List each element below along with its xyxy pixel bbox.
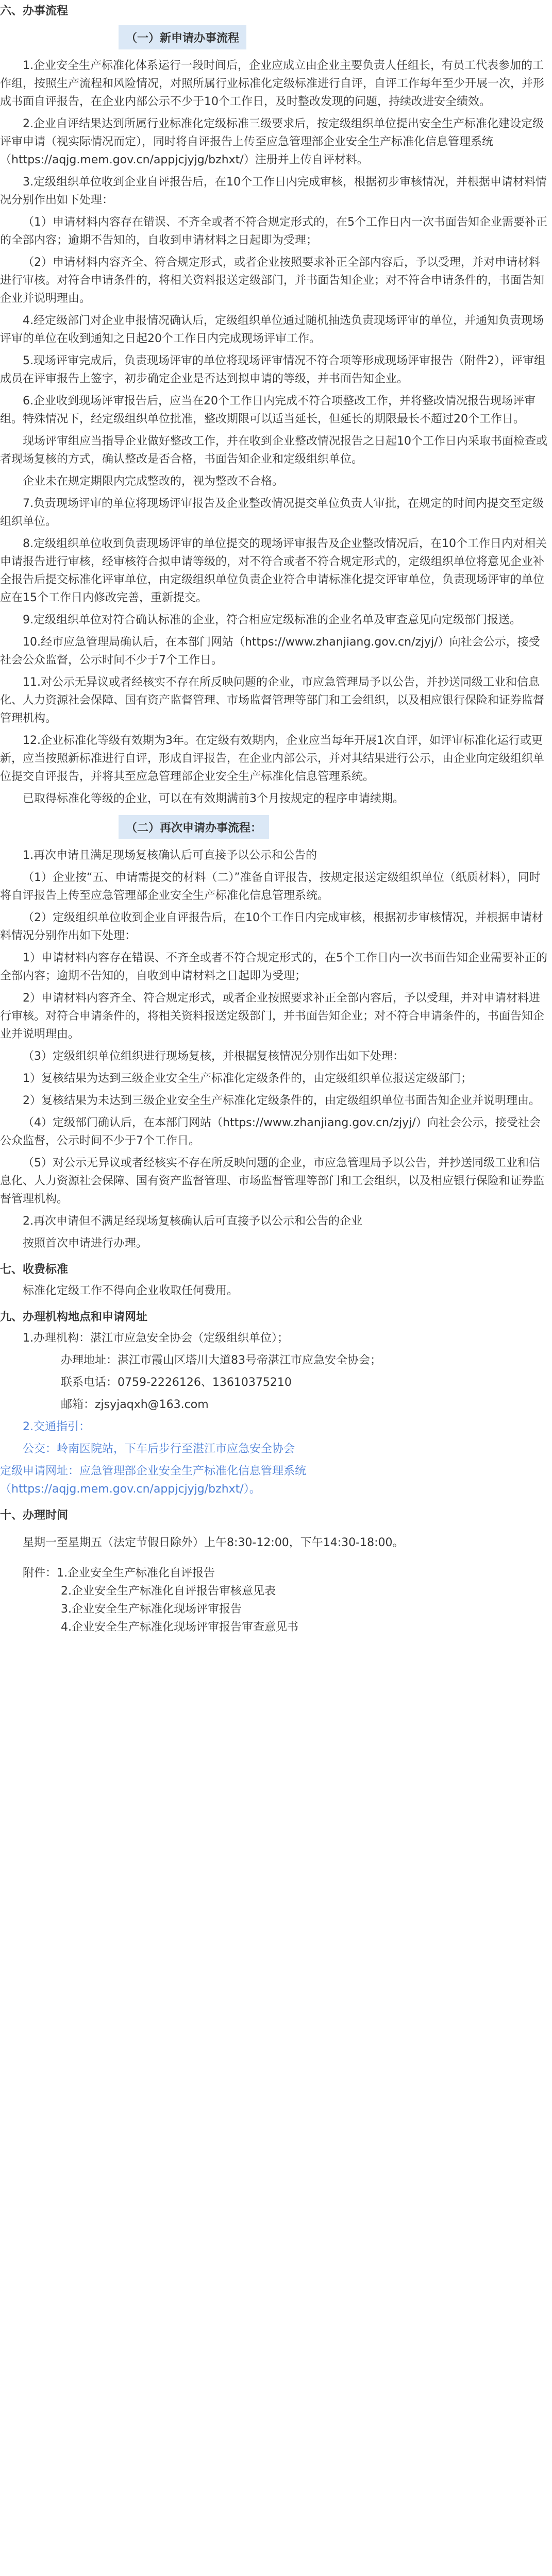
step-10: 10.经市应急管理局确认后，在本部门网站（https://www.zhanjiang.gov.cn/zjyj/）向社会公示，接受社会公众监督，公示时间不少于7个工作日。 <box>0 636 540 667</box>
reapply-1-2-a: 1）申请材料内容存在错误、不齐全或者不符合规定形式的，在5个工作日内一次书面告知企业需要补正的全部内容；逾期不告知的，自收到申请材料之日起即为受理； <box>0 952 547 982</box>
section-title-process: 六、办事流程 <box>0 5 69 18</box>
transport-text: 公交：岭南医院站，下车后步行至湛江市应急安全协会 <box>23 1443 295 1455</box>
sub-title-new-row <box>0 25 550 49</box>
office-hours: 星期一至星期五（法定节假日除外）上午8:30-12:00，下午14:30-18:00。 <box>23 1536 404 1549</box>
office-info <box>0 1329 550 1498</box>
document-page <box>0 2 552 1636</box>
office-email: 邮箱：zjsyjaqxh@163.com <box>61 1398 209 1411</box>
step-12: 12.企业标准化等级有效期为3年。在定级有效期内，企业应当每年开展1次自评，如评审标准化运行或更新，应当按照新标准进行自评，形成自评报告，在企业内部公示，并对其结果进行公示，由企业向定级组织单位提交自评报告，并将其至应急管理部企业安全生产标准化信息管理系统。 <box>0 734 545 783</box>
reapply-1-1: （1）企业按“五、申请需提交的材料（二）”准备自评报告，按规定报送定级组织单位（纸质材料），同时将自评报告上传至应急管理部企业安全生产标准化信息管理系统。 <box>0 871 541 902</box>
step-3-item-1: （1）申请材料内容存在错误、不齐全或者不符合规定形式的，在5个工作日内一次书面告知企业需要补正的全部内容；逾期不告知的，自收到申请材料之日起即为受理； <box>0 216 547 247</box>
sub-title-new-application: （一）新申请办事流程 <box>119 25 246 49</box>
new-application-steps <box>0 57 550 808</box>
attachment-item[interactable]: 3.企业安全生产标准化现场评审报告 <box>61 1603 242 1616</box>
reapply-1-5: （5）对公示无异议或者经核实不存在所反映问题的企业，市应急管理局予以公告，并抄送同级工业和信息化、人力资源社会保障、国有资产监督管理、市场监督管理等部门和工会组织，以及相应银行保险和证券监督管理机构。 <box>0 1157 545 1206</box>
fee-text: 标准化定级工作不得向企业收取任何费用。 <box>23 1284 239 1297</box>
step-4: 4.经定级部门对企业申报情况确认后，定级组织单位通过随机抽选负责现场评审的单位，并通知负责现场评审的单位在收到通知之日起20个工作日内完成现场评审工作。 <box>0 314 544 345</box>
reapply-1-3-a: 1）复核结果为达到三级企业安全生产标准化定级条件的，由定级组织单位报送定级部门； <box>23 1072 473 1085</box>
step-2: 2.企业自评结果达到所属行业标准化定级标准三级要求后，按定级组织单位提出安全生产标准化建设定级评审申请（视实际情况而定），同时将自评报告上传至应急管理部企业安全生产标准化信息管理系统（https://aqjg.mem.gov.cn/appjcjyjg/bzhxt/）注册并上传自评材料。 <box>0 117 544 166</box>
sub-title-reapply-row <box>0 815 550 839</box>
step-6-note-2: 企业未在规定期限内完成整改的，视为整改不合格。 <box>23 475 284 488</box>
reapply-1-3: （3）定级组织单位组织进行现场复核，并根据复核情况分别作出如下处理： <box>23 1050 404 1063</box>
section-title-fee: 七、收费标准 <box>0 1263 69 1276</box>
reapply-1: 1.再次申请且满足现场复核确认后可直接予以公示和公告的 <box>23 849 317 862</box>
step-12-note: 已取得标准化等级的企业，可以在有效期满前3个月按规定的程序申请续期。 <box>23 792 404 805</box>
section-title-office: 九、办理机构地点和申请网址 <box>0 1311 148 1324</box>
reapply-1-2-b: 2）申请材料内容齐全、符合规定形式，或者企业按照要求补正全部内容后，予以受理，并对申请材料进行审核。对符合申请条件的，将相关资料报送定级部门，并书面告知企业；对不符合申请条件的，书面告知企业并说明理由。 <box>0 992 545 1041</box>
attachment-item[interactable]: 2.企业安全生产标准化自评报告审核意见表 <box>61 1585 276 1598</box>
step-11: 11.对公示无异议或者经核实不存在所反映问题的企业，市应急管理局予以公告，并抄送同级工业和信息化、人力资源社会保障、国有资产监督管理、市场监督管理等部门和工会组织，以及相应银行保险和证券监督管理机构。 <box>0 676 545 725</box>
reapply-steps <box>0 846 550 1252</box>
step-7: 7.负责现场评审的单位将现场评审报告及企业整改情况提交单位负责人审批，在规定的时间内提交至定级组织单位。 <box>0 497 544 528</box>
step-3: 3.定级组织单位收到企业自评报告后，在10个工作日内完成审核，根据初步审核情况，并根据申请材料情况分别作出如下处理： <box>0 176 547 207</box>
attachment-item[interactable]: 1.企业安全生产标准化自评报告 <box>57 1567 215 1580</box>
step-9: 9.定级组织单位对符合确认标准的企业，符合相应定级标准的企业名单及审查意见向定级部门报送。 <box>23 614 521 626</box>
attachment-item[interactable]: 4.企业安全生产标准化现场评审报告审查意见书 <box>61 1621 298 1634</box>
section-title-hours: 十、办理时间 <box>0 1509 69 1522</box>
step-6: 6.企业收到现场评审报告后，应当在20个工作日内完成不符合项整改工作，并将整改情况报告现场评审组。特殊情况下，经定级组织单位批准，整改期限可以适当延长，但延长的期限最长不超过20个工作日。 <box>0 395 536 426</box>
reapply-2: 2.再次申请但不满足经现场复核确认后可直接予以公示和公告的企业 <box>23 1215 362 1228</box>
step-8: 8.定级组织单位收到负责现场评审的单位提交的现场评审报告及企业整改情况后，在10个工作日内对相关申请报告进行审核，经审核符合拟申请等级的，对不符合或者不符合规定形式的，定级组织单位将意见企业补全报告后提交标准化评审单位，由定级组织单位负责企业符合申请标准化提交评审单位，负责现场评审的单位应在15个工作日内修改完善，重新提交。 <box>0 537 547 604</box>
step-6-note-1: 现场评审组应当指导企业做好整改工作，并在收到企业整改情况报告之日起10个工作日内采取书面检查或者现场复核的方式，确认整改是否合格，书面告知企业和定级组织单位。 <box>0 435 547 466</box>
reapply-2-note: 按照首次申请进行办理。 <box>23 1237 148 1250</box>
attachments-label: 附件： <box>23 1567 57 1580</box>
attachment-row-1 <box>0 1564 550 1582</box>
application-url-link[interactable]: 定级申请网址：应急管理部企业安全生产标准化信息管理系统（https://aqjg.mem.gov.cn/appjcjyjg/bzhxt/）。 <box>0 1465 307 1496</box>
office-address: 办理地址：湛江市霞山区塔川大道83号帝湛江市应急安全协会； <box>61 1354 381 1367</box>
office-org: 1.办理机构：湛江市应急安全协会（定级组织单位）； <box>23 1332 289 1345</box>
attachments <box>0 1564 550 1636</box>
step-3-item-2: （2）申请材料内容齐全、符合规定形式，或者企业按照要求补正全部内容后，予以受理，并对申请材料进行审核。对符合申请条件的，将相关资料报送定级部门，并书面告知企业；对不符合申请条件的，书面告知企业并说明理由。 <box>0 256 545 305</box>
sub-title-reapply: （二）再次申请办事流程： <box>119 815 269 839</box>
transport-title: 2.交通指引： <box>23 1420 90 1433</box>
reapply-1-3-b: 2）复核结果为未达到三级企业安全生产标准化定级条件的，由定级组织单位书面告知企业并说明理由。 <box>23 1094 541 1107</box>
step-5: 5.现场评审完成后，负责现场评审的单位将现场评审情况不符合项等形成现场评审报告（附件2），评审组成员在评审报告上签字，初步确定企业是否达到拟申请的等级，并书面告知企业。 <box>0 354 545 385</box>
office-phone: 联系电话：0759-2226126、13610375210 <box>61 1376 292 1389</box>
step-1: 1.企业安全生产标准化体系运行一段时间后，企业应成立由企业主要负责人任组长，有员工代表参加的工作组，按照生产流程和风险情况，对照所属行业标准化定级标准进行自评，自评工作每年至少开展一次，并形成书面自评报告，在企业内部公示不少于10个工作日，及时整改发现的问题，持续改进安全绩效。 <box>0 59 545 108</box>
reapply-1-4: （4）定级部门确认后，在本部门网站（https://www.zhanjiang.gov.cn/zjyj/）向社会公示，接受社会公众监督，公示时间不少于7个工作日。 <box>0 1116 541 1147</box>
reapply-1-2: （2）定级组织单位收到企业自评报告后，在10个工作日内完成审核，根据初步审核情况，并根据申请材料情况分别作出如下处理： <box>0 911 543 942</box>
